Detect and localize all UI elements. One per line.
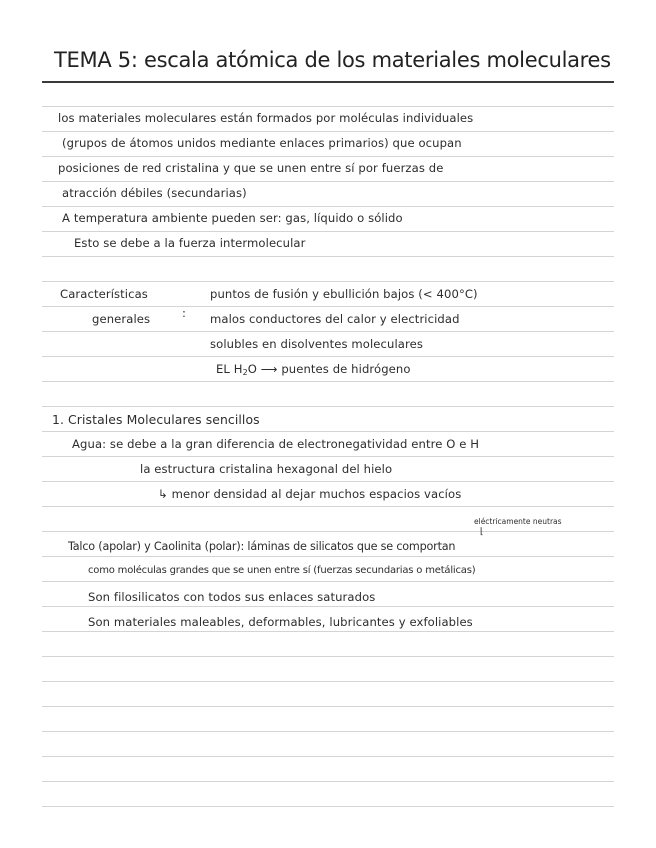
- ruled-line: [42, 556, 614, 557]
- water-formula-prefix: EL H: [216, 362, 243, 376]
- intro-line: posiciones de red cristalina y que se unen entre sí por fuerzas de: [58, 161, 444, 175]
- section-heading: 1. Cristales Moleculares sencillos: [52, 412, 260, 427]
- characteristics-label: Características: [60, 287, 148, 301]
- ruled-line: [42, 731, 614, 732]
- ruled-line: [42, 681, 614, 682]
- page-title: TEMA 5: escala atómica de los materiales moleculares: [54, 48, 611, 72]
- intro-line: los materiales moleculares están formados por moléculas individuales: [58, 111, 474, 125]
- ruled-line: [42, 181, 614, 182]
- ruled-line: [42, 631, 614, 632]
- intro-line: A temperatura ambiente pueden ser: gas, líquido o sólido: [62, 211, 403, 225]
- ruled-line: [42, 756, 614, 757]
- ruled-line: [42, 456, 614, 457]
- characteristic-item: malos conductores del calor y electricidad: [210, 312, 460, 326]
- ruled-line: [42, 156, 614, 157]
- ruled-line: [42, 406, 614, 407]
- ruled-line: [42, 256, 614, 257]
- intro-line: (grupos de átomos unidos mediante enlaces primarios) que ocupan: [62, 136, 462, 150]
- ruled-line: [42, 206, 614, 207]
- talco-line: como moléculas grandes que se unen entre sí (fuerzas secundarias o metálicas): [88, 565, 476, 576]
- annotation-note: eléctricamente neutras: [474, 517, 562, 526]
- ruled-line: [42, 381, 614, 382]
- ruled-line: [42, 131, 614, 132]
- ruled-line: [42, 306, 614, 307]
- intro-line: Esto se debe a la fuerza intermolecular: [74, 236, 306, 250]
- ruled-line: [42, 656, 614, 657]
- water-formula-suffix: O ⟶ puentes de hidrógeno: [247, 362, 411, 376]
- water-formula-subscript: 2: [242, 368, 248, 377]
- ruled-line: [42, 706, 614, 707]
- characteristic-item-water: [216, 362, 411, 377]
- talco-line: Son materiales maleables, deformables, lubricantes y exfoliables: [88, 615, 473, 629]
- ruled-line: [42, 581, 614, 582]
- ruled-line: [42, 806, 614, 807]
- agua-line: la estructura cristalina hexagonal del hielo: [140, 462, 393, 476]
- characteristic-item: puntos de fusión y ebullición bajos (< 400°C): [210, 287, 478, 301]
- title-underline: [42, 81, 614, 83]
- ruled-line: [42, 481, 614, 482]
- talco-line: Talco (apolar) y Caolinita (polar): láminas de silicatos que se comportan: [68, 540, 456, 553]
- ruled-line: [42, 531, 614, 532]
- ruled-line: [42, 356, 614, 357]
- characteristics-label: generales: [92, 312, 151, 326]
- agua-line: ↳ menor densidad al dejar muchos espacios vacíos: [158, 487, 462, 501]
- agua-line: Agua: se debe a la gran diferencia de electronegatividad entre O e H: [72, 437, 480, 451]
- ruled-line: [42, 606, 614, 607]
- intro-line: atracción débiles (secundarias): [62, 186, 247, 200]
- ruled-line: [42, 506, 614, 507]
- ruled-line: [42, 431, 614, 432]
- annotation-arrow-icon: ⌊: [480, 527, 484, 537]
- ruled-line: [42, 106, 614, 107]
- characteristics-colon: :: [182, 306, 187, 320]
- ruled-line: [42, 781, 614, 782]
- ruled-line: [42, 331, 614, 332]
- talco-line: Son filosilicatos con todos sus enlaces saturados: [88, 590, 376, 604]
- ruled-line: [42, 231, 614, 232]
- characteristic-item: solubles en disolventes moleculares: [210, 337, 423, 351]
- ruled-line: [42, 281, 614, 282]
